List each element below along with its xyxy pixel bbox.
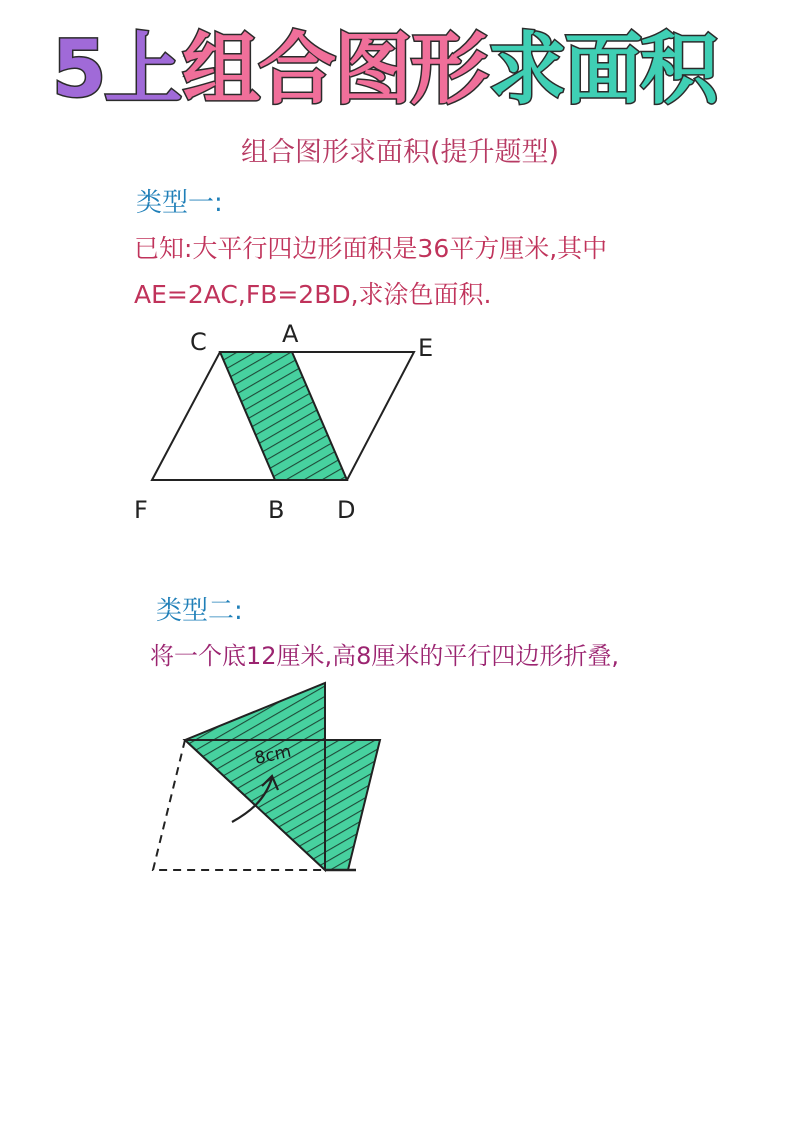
type2-diagram <box>153 683 380 870</box>
type1-diagram <box>134 320 433 524</box>
title-task: 求面积 <box>488 25 717 115</box>
point-label-f: F <box>134 496 148 524</box>
point-label-c: C <box>190 328 207 356</box>
point-label-d: D <box>337 496 356 524</box>
type1-label: 类型一: <box>136 188 223 218</box>
title-grade: 5上 <box>52 25 181 115</box>
subtitle: 组合图形求面积(提升题型) <box>240 137 560 168</box>
point-label-a: A <box>282 320 299 348</box>
height-label: 8cm <box>252 741 293 769</box>
title-topic: 组合图形 <box>182 25 487 115</box>
type1-problem-line1: 已知:大平行四边形面积是36平方厘米,其中 <box>134 234 608 263</box>
type2-label: 类型二: <box>156 596 243 626</box>
point-label-b: B <box>268 496 285 524</box>
type1-problem-line2: AE=2AC,FB=2BD,求涂色面积. <box>134 280 492 309</box>
shaded-region <box>220 352 347 480</box>
point-label-e: E <box>418 334 434 362</box>
type2-problem-line1: 将一个底12厘米,高8厘米的平行四边形折叠, <box>150 642 620 670</box>
